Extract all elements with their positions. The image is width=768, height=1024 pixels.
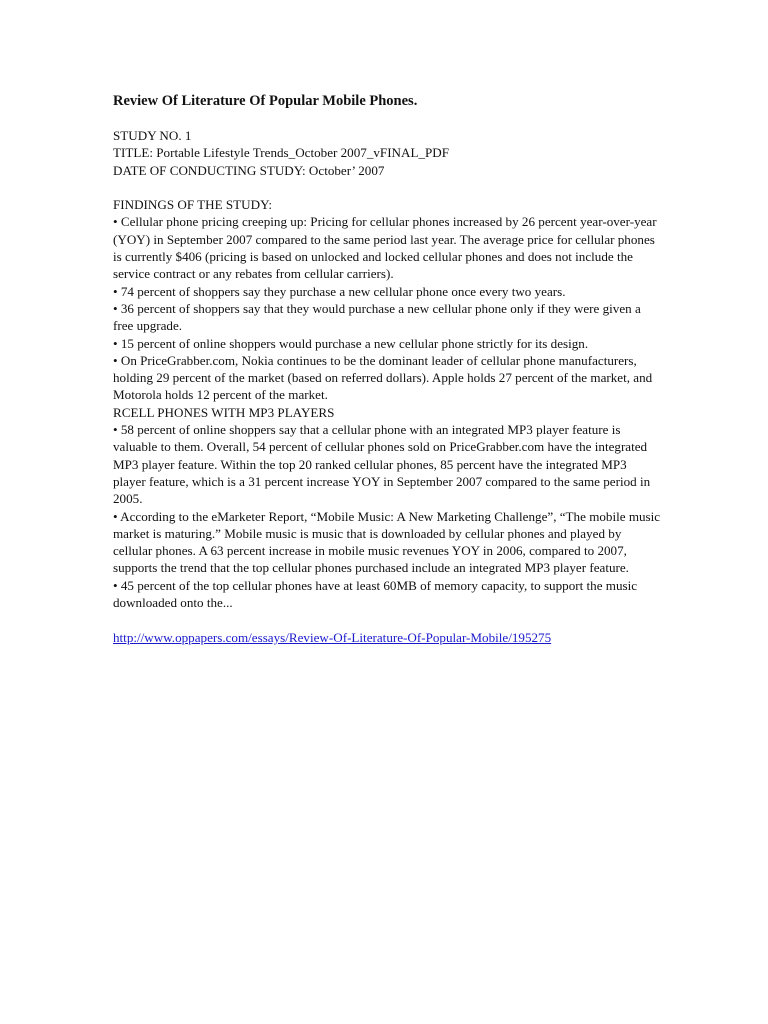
study-number: STUDY NO. 1 <box>113 128 192 143</box>
mp3-finding-paragraph: • 45 percent of the top cellular phones have at least 60MB of memory capacity, to support the music downloaded onto the... <box>113 577 638 611</box>
finding-paragraph: • 74 percent of shoppers say they purchase a new cellular phone once every two years. <box>113 283 566 299</box>
finding-paragraph: • 15 percent of online shoppers would purchase a new cellular phone strictly for its design. <box>113 335 589 351</box>
mp3-finding-paragraph: • According to the eMarketer Report, “Mobile Music: A New Marketing Challenge”, “The mobile music market is maturing.” Mobile music is music that is downloaded by cellular phones and played by cellular phones. A 63 percent increase in mobile music revenues YOY in 2006, compared to 2007, supports the trend that the top cellular phones purchased include an integrated MP3 player feature. <box>113 508 661 576</box>
document-body <box>113 92 661 646</box>
findings-heading: FINDINGS OF THE STUDY: <box>113 197 272 213</box>
paragraph-gap <box>113 179 661 196</box>
study-title: TITLE: Portable Lifestyle Trends_October 2007_vFINAL_PDF <box>113 145 450 161</box>
finding-paragraph: • 36 percent of shoppers say that they would purchase a new cellular phone only if they were given a free upgrade. <box>113 300 641 334</box>
finding-paragraph: • On PriceGrabber.com, Nokia continues to be the dominant leader of cellular phone manufacturers, holding 29 percent of the market (based on referred dollars). Apple holds 27 percent of the market, and Motorola holds 12 percent of the market. <box>113 352 653 403</box>
mp3-finding-paragraph: • 58 percent of online shoppers say that a cellular phone with an integrated MP3 player feature is valuable to them. Overall, 54 percent of cellular phones sold on PriceGrabber.com have the integrated MP3 player feature. Within the top 20 ranked cellular phones, 85 percent have the integrated MP3 player feature, which is a 31 percent increase YOY in September 2007 compared to the same period in 2005. <box>113 422 651 507</box>
source-link[interactable]: http://www.oppapers.com/essays/Review-Of-Literature-Of-Popular-Mobile/195275 <box>113 629 552 645</box>
document-title: Review Of Literature Of Popular Mobile Phones. <box>113 93 418 109</box>
finding-paragraph: • Cellular phone pricing creeping up: Pricing for cellular phones increased by 26 percent year-over-year (YOY) in September 2007 compared to the same period last year. The average price for cellular phones is currently $406 (pricing is based on unlocked and locked cellular phones and does not include the service contract or any rebates from cellular carriers). <box>113 214 657 282</box>
mp3-section-heading: RCELL PHONES WITH MP3 PLAYERS <box>113 404 335 420</box>
study-date: DATE OF CONDUCTING STUDY: October’ 2007 <box>113 162 385 178</box>
paragraph-gap <box>113 611 661 628</box>
